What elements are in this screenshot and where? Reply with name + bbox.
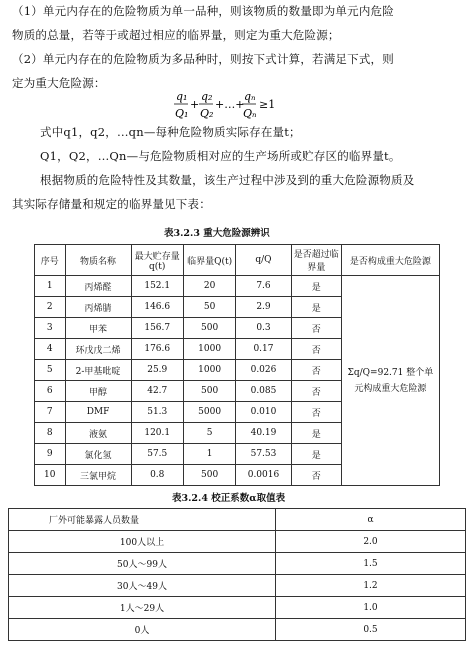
paragraph-3: 式中q1，q2，…qn—每种危险物质实际存在量t； <box>40 125 301 139</box>
threshold-formula <box>172 88 292 122</box>
cell-ratio: 7.6 <box>236 276 291 297</box>
cell-threshold: 5000 <box>183 402 235 423</box>
formula-plus: + <box>190 98 200 111</box>
cell-threshold: 1 <box>183 444 235 465</box>
cell-index: 2 <box>35 297 66 318</box>
table-row <box>9 619 466 641</box>
cell-max-storage: 25.9 <box>131 360 183 381</box>
cell-substance: 环戊戊二烯 <box>65 339 131 360</box>
formula-relation: ≥1 <box>259 98 276 111</box>
cell-exceeds: 否 <box>291 465 341 486</box>
cell-index: 10 <box>35 465 66 486</box>
cell-alpha: 0.5 <box>276 619 466 641</box>
table-row <box>9 531 466 553</box>
cell-max-storage: 120.1 <box>131 423 183 444</box>
cell-index: 4 <box>35 339 66 360</box>
cell-alpha: 1.0 <box>276 597 466 619</box>
cell-population: 1人～29人 <box>9 597 276 619</box>
cell-substance: 丙烯醛 <box>65 276 131 297</box>
cell-max-storage: 42.7 <box>131 381 183 402</box>
cell-substance: 三氯甲烷 <box>65 465 131 486</box>
formula-q2: q₂ <box>201 90 213 103</box>
cell-max-storage: 176.6 <box>131 339 183 360</box>
cell-ratio: 40.19 <box>236 423 291 444</box>
cell-ratio: 2.9 <box>236 297 291 318</box>
formula-q1: q₁ <box>176 90 188 103</box>
table-row <box>9 575 466 597</box>
cell-ratio: 0.010 <box>236 402 291 423</box>
table-1-caption: 表3.2.3 重大危险源辨识 <box>164 228 270 239</box>
table-2-caption: 表3.2.4 校正系数α取值表 <box>172 493 286 504</box>
paragraph-5-line-1: 根据物质的危险特性及其数量，该生产过程中涉及到的重大危险源物质及 <box>40 173 415 187</box>
formula-Q1: Q₁ <box>175 107 189 120</box>
cell-ratio: 57.53 <box>236 444 291 465</box>
cell-exceeds: 是 <box>291 297 341 318</box>
cell-ratio: 0.026 <box>236 360 291 381</box>
cell-threshold: 20 <box>183 276 235 297</box>
cell-max-storage: 0.8 <box>131 465 183 486</box>
cell-substance: 丙烯腈 <box>65 297 131 318</box>
formula-Q2: Q₂ <box>200 107 214 120</box>
cell-max-storage: 51.3 <box>131 402 183 423</box>
cell-index: 7 <box>35 402 66 423</box>
cell-population: 0人 <box>9 619 276 641</box>
header-index: 序号 <box>35 245 66 276</box>
cell-substance: 甲醇 <box>65 381 131 402</box>
cell-max-storage: 57.5 <box>131 444 183 465</box>
cell-index: 3 <box>35 318 66 339</box>
table-header-row <box>9 509 466 531</box>
cell-threshold: 5 <box>183 423 235 444</box>
cell-ratio: 0.17 <box>236 339 291 360</box>
cell-summary: Σq/Q=92.71 整个单元构成重大危险源 <box>341 276 439 486</box>
header-major-hazard: 是否构成重大危险源 <box>341 245 439 276</box>
paragraph-1-line-2: 物质的总量，若等于或超过相应的临界量，则定为重大危险源； <box>12 28 340 42</box>
cell-max-storage: 146.6 <box>131 297 183 318</box>
cell-index: 6 <box>35 381 66 402</box>
cell-index: 8 <box>35 423 66 444</box>
paragraph-4: Q1，Q2，…Qn—与危险物质相对应的生产场所或贮存区的临界量t。 <box>40 149 401 163</box>
paragraph-1-line-1: （1）单元内存在的危险物质为单一品种，则该物质的数量即为单元内危险 <box>12 4 394 18</box>
cell-substance: 甲苯 <box>65 318 131 339</box>
correction-factor-table <box>8 508 466 641</box>
table-row <box>9 597 466 619</box>
paragraph-5-line-2: 其实际存储量和规定的临界量见下表： <box>12 197 211 211</box>
header-alpha: α <box>276 509 466 531</box>
cell-threshold: 500 <box>183 381 235 402</box>
cell-exceeds: 是 <box>291 423 341 444</box>
header-substance: 物质名称 <box>65 245 131 276</box>
cell-exceeds: 否 <box>291 402 341 423</box>
cell-alpha: 1.5 <box>276 553 466 575</box>
header-max-storage: 最大贮存量q(t) <box>131 245 183 276</box>
cell-threshold: 500 <box>183 465 235 486</box>
table-row <box>35 276 440 297</box>
cell-population: 50人～99人 <box>9 553 276 575</box>
cell-threshold: 50 <box>183 297 235 318</box>
header-exposed-population: 厂外可能暴露人员数量 <box>9 509 276 531</box>
cell-exceeds: 否 <box>291 339 341 360</box>
cell-substance: 氯化氢 <box>65 444 131 465</box>
cell-index: 5 <box>35 360 66 381</box>
table-header-row <box>35 245 440 276</box>
formula-qn: qₙ <box>244 90 256 103</box>
cell-exceeds: 否 <box>291 318 341 339</box>
header-ratio: q/Q <box>236 245 291 276</box>
cell-exceeds: 是 <box>291 276 341 297</box>
header-exceeds: 是否超过临界量 <box>291 245 341 276</box>
paragraph-2-line-2: 定为重大危险源： <box>12 76 106 90</box>
hazard-identification-table <box>34 244 440 486</box>
cell-threshold: 1000 <box>183 339 235 360</box>
cell-max-storage: 156.7 <box>131 318 183 339</box>
formula-plus-ellipsis: +…+ <box>215 98 245 111</box>
cell-exceeds: 否 <box>291 381 341 402</box>
cell-alpha: 1.2 <box>276 575 466 597</box>
cell-exceeds: 否 <box>291 360 341 381</box>
cell-substance: DMF <box>65 402 131 423</box>
cell-substance: 液氨 <box>65 423 131 444</box>
cell-population: 30人～49人 <box>9 575 276 597</box>
cell-population: 100人以上 <box>9 531 276 553</box>
cell-max-storage: 152.1 <box>131 276 183 297</box>
cell-index: 1 <box>35 276 66 297</box>
formula-Qn: Qₙ <box>243 107 257 120</box>
paragraph-2-line-1: （2）单元内存在的危险物质为多品种时，则按下式计算，若满足下式，则 <box>12 52 394 66</box>
cell-ratio: 0.085 <box>236 381 291 402</box>
cell-ratio: 0.3 <box>236 318 291 339</box>
cell-ratio: 0.0016 <box>236 465 291 486</box>
cell-threshold: 500 <box>183 318 235 339</box>
cell-index: 9 <box>35 444 66 465</box>
cell-alpha: 2.0 <box>276 531 466 553</box>
cell-substance: 2-甲基吡啶 <box>65 360 131 381</box>
table-row <box>9 553 466 575</box>
header-threshold: 临界量Q(t) <box>183 245 235 276</box>
cell-exceeds: 是 <box>291 444 341 465</box>
cell-threshold: 1000 <box>183 360 235 381</box>
